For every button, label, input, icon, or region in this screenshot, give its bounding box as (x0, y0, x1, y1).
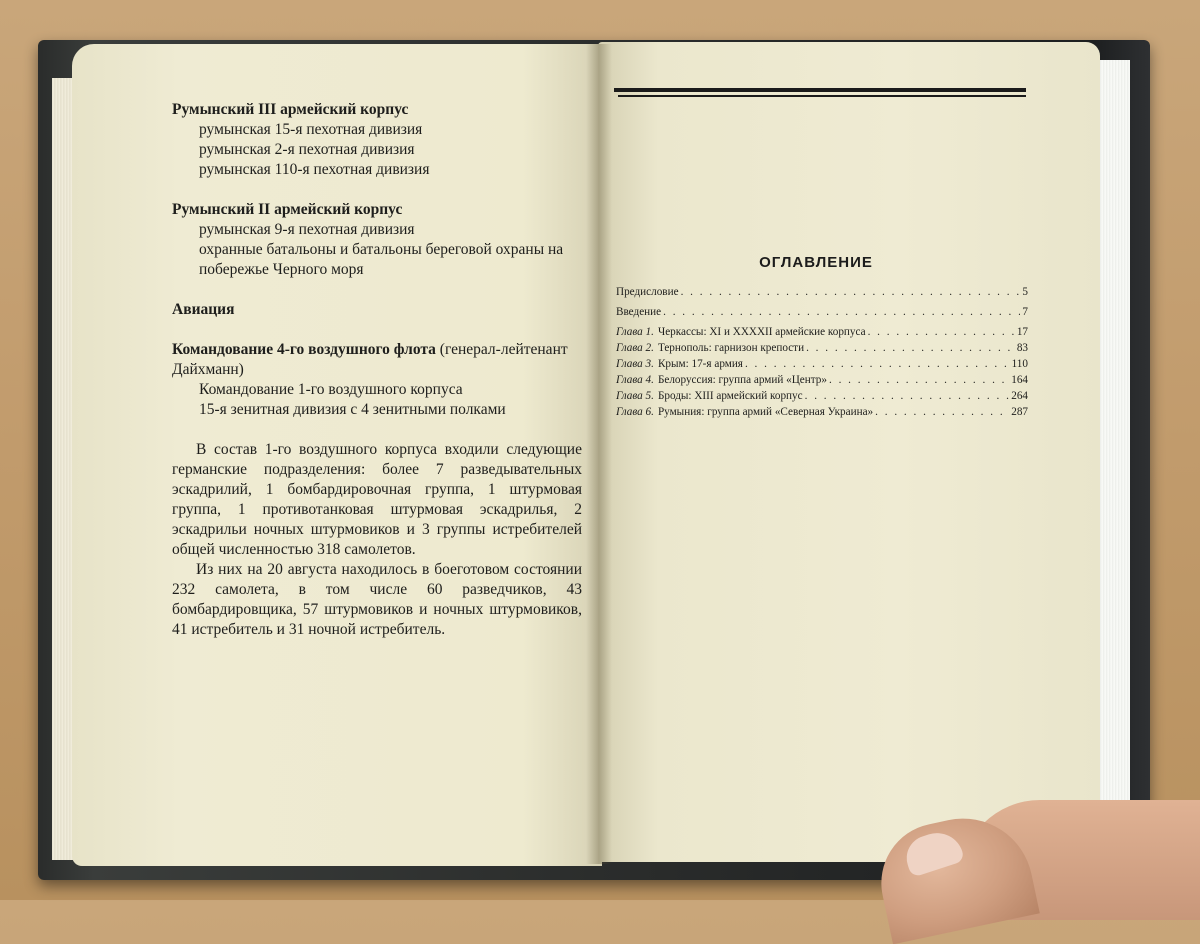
toc-page: 17 (1016, 326, 1028, 338)
unit-line: румынская 2-я пехотная дивизия (199, 141, 415, 158)
header-rules (614, 88, 1026, 97)
left-page-text (172, 100, 582, 640)
unit-line: 15-я зенитная дивизия с 4 зенитными полками (199, 401, 506, 418)
toc-entry (616, 372, 1028, 388)
air-fleet-title: Командование 4-го воздушного флота (172, 341, 436, 358)
toc-label: Черкассы: XI и XXXXII армейские корпуса (657, 326, 866, 338)
corps-heading: Румынский III армейский корпус (172, 101, 409, 118)
unit-line: румынская 15-я пехотная дивизия (199, 121, 423, 138)
unit-line: Командование 1-го воздушного корпуса (199, 381, 463, 398)
header-rule-thick (614, 88, 1026, 92)
toc-label: Румыния: группа армий «Северная Украина» (657, 406, 874, 418)
corps-heading: Румынский II армейский корпус (172, 201, 403, 218)
body-paragraph: В состав 1-го воздушного корпуса входили следующие германские подразделения: более 7 разведывательных эскадрилий, 1 бомбардировочная группа, 1 штурмовая группа, 1 противотанковая штурмовая эскадрилья, 2 эскадрильи ночных штурмовиков и 3 группы истребителей общей численностью 318 самолетов. (172, 441, 582, 558)
toc-label: Крым: 17-я армия (657, 358, 743, 370)
toc-entry (616, 388, 1028, 404)
toc-chapter: Глава 3. (616, 358, 654, 370)
toc-label: Белоруссия: группа армий «Центр» (657, 374, 827, 386)
toc-chapter: Глава 1. (616, 326, 654, 338)
toc-label: Введение (616, 306, 662, 318)
body-paragraph: Из них на 20 августа находилось в боеготовом состоянии 232 самолета, в том числе 60 разведчиков, 43 бомбардировщика, 57 штурмовиков и ночных штурмовиков, 41 истребитель и 31 ночной истребитель. (172, 561, 582, 638)
toc-chapter: Глава 2. (616, 342, 654, 354)
book-gutter (586, 44, 612, 864)
toc-page: 264 (1011, 390, 1028, 402)
toc-chapter: Глава 6. (616, 406, 654, 418)
toc-entry (616, 404, 1028, 420)
toc-page: 110 (1011, 358, 1028, 370)
toc-title: ОГЛАВЛЕНИЕ (759, 254, 873, 271)
toc-label: Броды: XIII армейский корпус (657, 390, 803, 402)
toc-page: 5 (1022, 286, 1028, 298)
toc-entry (616, 304, 1028, 320)
aviation-heading: Авиация (172, 301, 235, 318)
toc-label: Предисловие (616, 286, 679, 298)
table-of-contents (616, 284, 1028, 420)
toc-page: 7 (1022, 306, 1028, 318)
air-fleet-line (172, 340, 582, 380)
header-rule-thin (618, 95, 1026, 97)
toc-entry (616, 324, 1028, 340)
toc-label: Тернополь: гарнизон крепости (657, 342, 805, 354)
unit-line: румынская 9-я пехотная дивизия (199, 221, 415, 238)
toc-entry (616, 284, 1028, 300)
air-fleet-commander: (генерал-лейтенант Дайхманн) (172, 341, 568, 378)
unit-line: румынская 110-я пехотная дивизия (199, 161, 430, 178)
toc-entry (616, 340, 1028, 356)
toc-page: 83 (1016, 342, 1028, 354)
toc-page: 287 (1011, 406, 1028, 418)
toc-chapter: Глава 4. (616, 374, 654, 386)
toc-chapter: Глава 5. (616, 390, 654, 402)
toc-entry (616, 356, 1028, 372)
right-page (598, 42, 1100, 862)
toc-page: 164 (1011, 374, 1028, 386)
unit-line: охранные батальоны и батальоны береговой охраны на побережье Черного моря (199, 241, 564, 278)
